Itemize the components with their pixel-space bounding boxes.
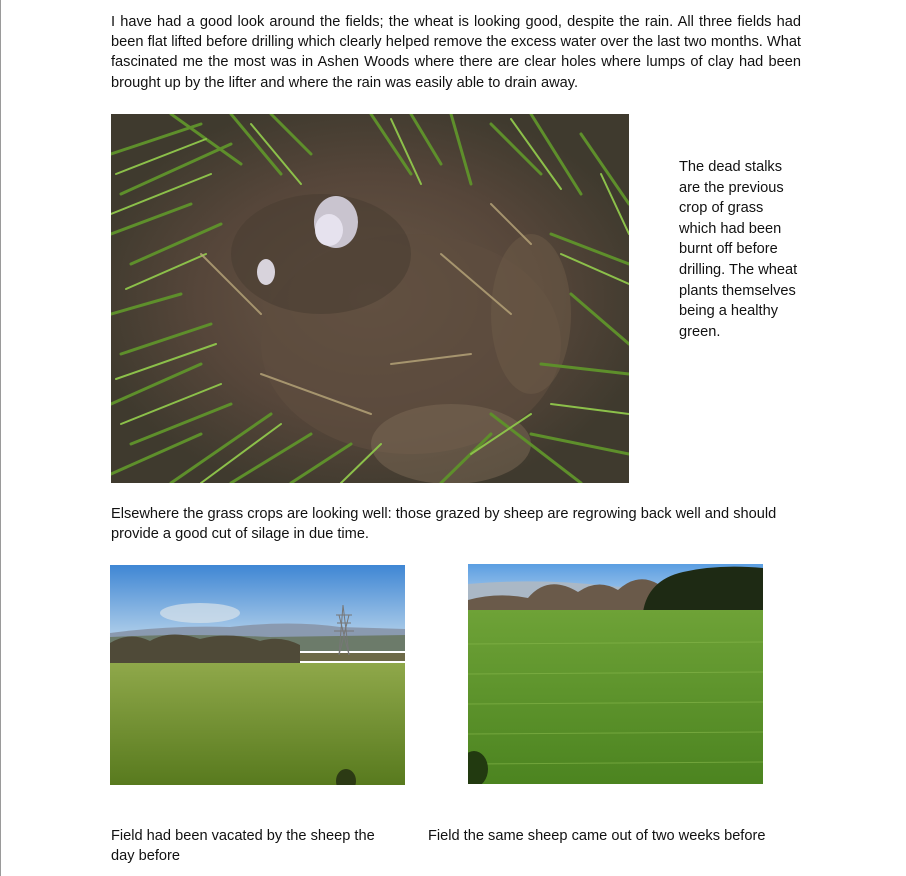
side-caption: The dead stalks are the previous crop of grass which had been burnt off before drilling. The wheat plants themselves being a healthy green.	[679, 159, 798, 340]
photo-field-vacated	[110, 565, 405, 785]
grass-paragraph: Elsewhere the grass crops are looking well: those grazed by sheep are regrowing back well and should provide a good cut of silage in due time.	[111, 506, 777, 543]
photo-mud-closeup	[111, 114, 629, 483]
page-edge	[0, 0, 1, 876]
caption-field-two-weeks: Field the same sheep came out of two weeks before	[428, 828, 766, 844]
photo-field-two-weeks	[468, 564, 763, 784]
intro-paragraph: I have had a good look around the fields; the wheat is looking good, despite the rain. All three fields had been flat lifted before drilling which clearly helped remove the excess water over the last two months. What fascinated me the most was in Ashen Woods where there are clear holes where lumps of clay had been brought up by the lifter and where the rain was easily able to drain away.	[111, 14, 801, 91]
caption-field-vacated: Field had been vacated by the sheep the day before	[111, 828, 375, 865]
